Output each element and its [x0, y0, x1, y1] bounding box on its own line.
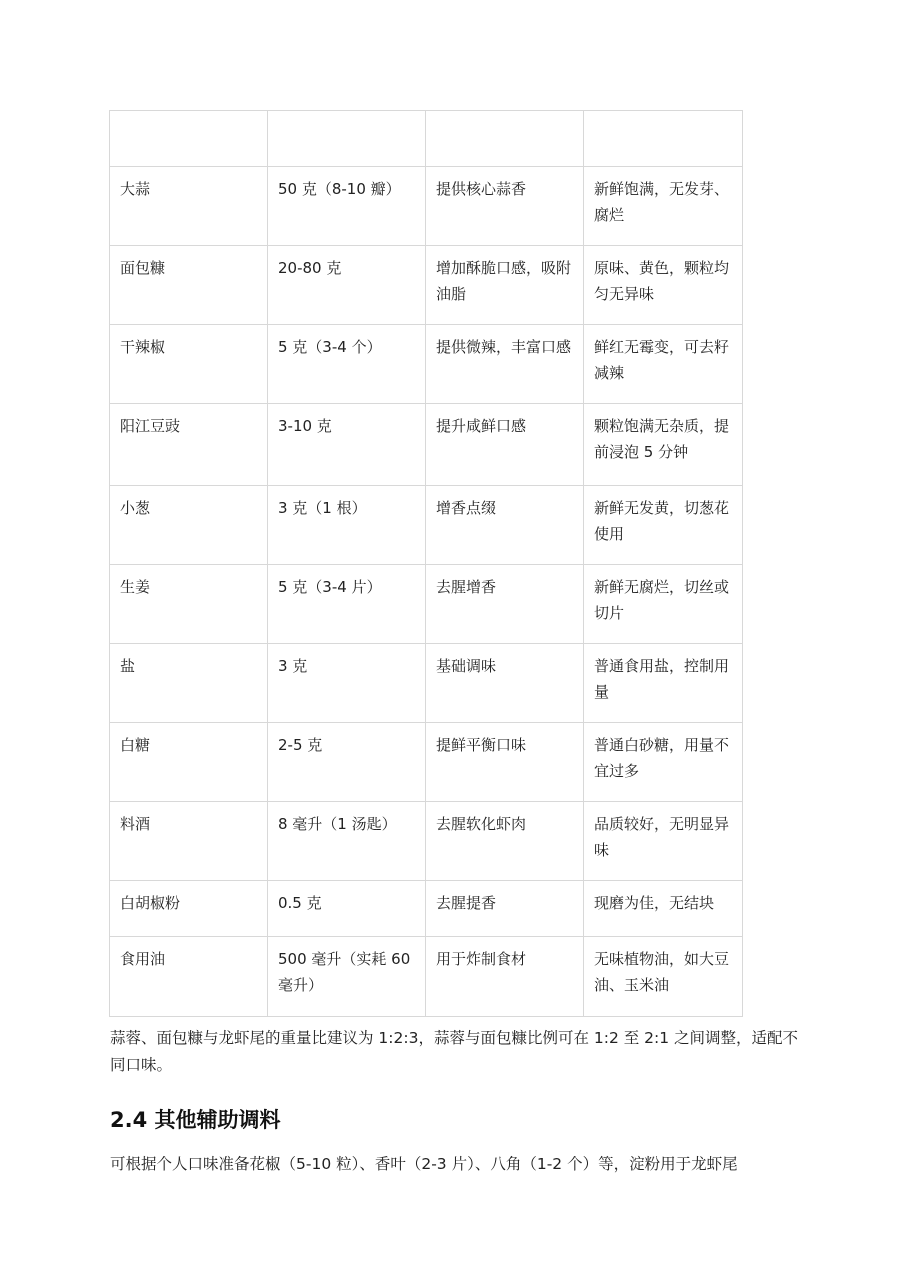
ingredient-amount: 0.5 克 — [268, 881, 426, 937]
ingredient-note: 普通白砂糖，用量不宜过多 — [584, 723, 743, 802]
table-row — [110, 246, 743, 325]
ingredient-name: 料酒 — [110, 802, 268, 881]
ingredient-name: 小葱 — [110, 486, 268, 565]
ingredient-amount: 5 克（3-4 片） — [268, 565, 426, 644]
table-row — [110, 325, 743, 404]
ingredient-purpose: 基础调味 — [426, 644, 584, 723]
ingredient-amount: 50 克（8-10 瓣） — [268, 167, 426, 246]
ingredient-note: 无味植物油，如大豆油、玉米油 — [584, 937, 743, 1017]
table-row — [110, 644, 743, 723]
ingredient-amount: 5 克（3-4 个） — [268, 325, 426, 404]
table-header-row — [110, 111, 743, 167]
ingredients-table — [109, 110, 743, 1017]
ingredient-name: 食用油 — [110, 937, 268, 1017]
ingredient-purpose: 去腥提香 — [426, 881, 584, 937]
ratio-paragraph: 蒜蓉、面包糠与龙虾尾的重量比建议为 1:2:3，蒜蓉与面包糠比例可在 1:2 至 2:1 之间调整，适配不同口味。 — [110, 1029, 799, 1074]
ingredient-name: 白糖 — [110, 723, 268, 802]
table-row — [110, 565, 743, 644]
ingredient-amount: 500 毫升（实耗 60 毫升） — [268, 937, 426, 1017]
ingredient-name: 面包糠 — [110, 246, 268, 325]
ingredient-note: 现磨为佳，无结块 — [584, 881, 743, 937]
table-row — [110, 723, 743, 802]
ingredient-name: 白胡椒粉 — [110, 881, 268, 937]
table-row — [110, 881, 743, 937]
ingredient-name: 盐 — [110, 644, 268, 723]
section-heading: 2.4 其他辅助调料 — [110, 1108, 281, 1132]
ingredient-purpose: 增香点缀 — [426, 486, 584, 565]
ingredient-amount: 2-5 克 — [268, 723, 426, 802]
aux-seasoning-paragraph: 可根据个人口味准备花椒（5-10 粒）、香叶（2-3 片）、八角（1-2 个）等，淀粉用于龙虾尾 — [110, 1155, 738, 1173]
table-row — [110, 404, 743, 486]
ingredient-purpose: 提供核心蒜香 — [426, 167, 584, 246]
header-cell — [268, 111, 426, 167]
ingredient-purpose: 用于炸制食材 — [426, 937, 584, 1017]
ingredient-amount: 3-10 克 — [268, 404, 426, 486]
ingredient-purpose: 提升咸鲜口感 — [426, 404, 584, 486]
ingredient-name: 阳江豆豉 — [110, 404, 268, 486]
ingredient-purpose: 增加酥脆口感，吸附油脂 — [426, 246, 584, 325]
ingredient-amount: 3 克 — [268, 644, 426, 723]
ingredient-purpose: 去腥软化虾肉 — [426, 802, 584, 881]
ingredient-note: 品质较好，无明显异味 — [584, 802, 743, 881]
ingredient-purpose: 提供微辣，丰富口感 — [426, 325, 584, 404]
ingredient-note: 普通食用盐，控制用量 — [584, 644, 743, 723]
ingredient-amount: 20-80 克 — [268, 246, 426, 325]
ingredient-amount: 3 克（1 根） — [268, 486, 426, 565]
table-row — [110, 486, 743, 565]
ingredient-name: 干辣椒 — [110, 325, 268, 404]
ingredient-note: 鲜红无霉变，可去籽减辣 — [584, 325, 743, 404]
ingredient-purpose: 提鲜平衡口味 — [426, 723, 584, 802]
table-row — [110, 937, 743, 1017]
header-cell — [584, 111, 743, 167]
ingredient-note: 新鲜无腐烂，切丝或切片 — [584, 565, 743, 644]
ingredient-note: 新鲜无发黄，切葱花使用 — [584, 486, 743, 565]
header-cell — [426, 111, 584, 167]
ingredient-note: 原味、黄色，颗粒均匀无异味 — [584, 246, 743, 325]
ingredient-name: 大蒜 — [110, 167, 268, 246]
ingredient-purpose: 去腥增香 — [426, 565, 584, 644]
ingredient-note: 颗粒饱满无杂质，提前浸泡 5 分钟 — [584, 404, 743, 486]
header-cell — [110, 111, 268, 167]
table-row — [110, 167, 743, 246]
ingredient-note: 新鲜饱满，无发芽、腐烂 — [584, 167, 743, 246]
ingredient-name: 生姜 — [110, 565, 268, 644]
table-row — [110, 802, 743, 881]
ingredient-amount: 8 毫升（1 汤匙） — [268, 802, 426, 881]
